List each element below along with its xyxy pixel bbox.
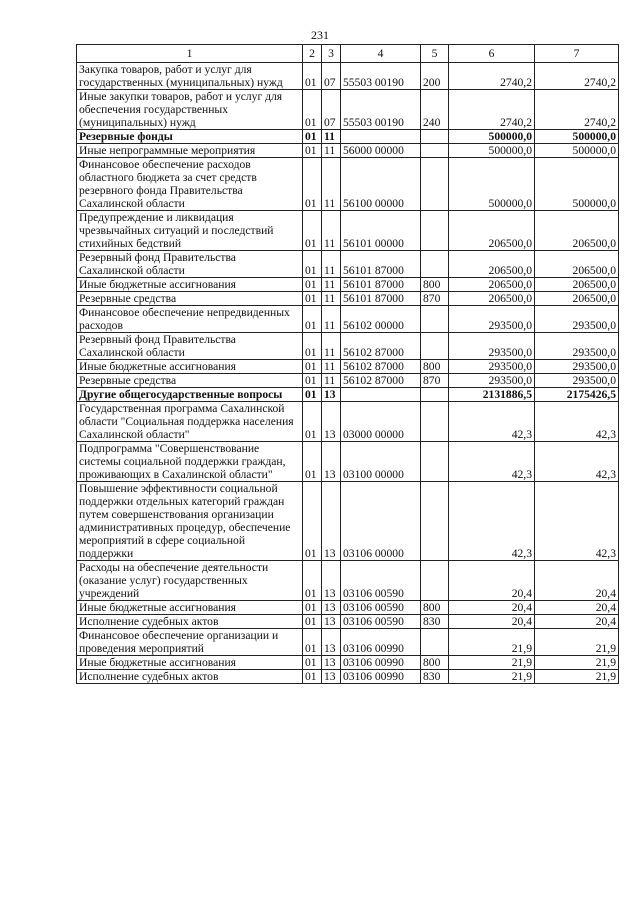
- row-subsection-cell: 11: [322, 374, 341, 388]
- row-section-cell: 01: [303, 482, 322, 561]
- row-subsection-cell: 13: [322, 561, 341, 601]
- table-row: [77, 306, 619, 333]
- row-section-cell: 01: [303, 360, 322, 374]
- row-expense-type-cell: 800: [421, 360, 449, 374]
- table-row: [77, 388, 619, 402]
- row-amount-year1-cell: 42,3: [449, 482, 535, 561]
- row-target-article-cell: 56100 00000: [341, 158, 421, 211]
- budget-table: [76, 44, 619, 684]
- row-amount-year1-cell: 2740,2: [449, 90, 535, 130]
- row-name-cell: Резервные средства: [77, 374, 303, 388]
- row-name-cell: Резервные фонды: [77, 130, 303, 144]
- row-target-article-cell: 56000 00000: [341, 144, 421, 158]
- row-section-cell: 01: [303, 629, 322, 656]
- row-target-article-cell: 56102 00000: [341, 306, 421, 333]
- row-amount-year2-cell: 500000,0: [535, 158, 619, 211]
- row-amount-year2-cell: 500000,0: [535, 144, 619, 158]
- row-amount-year2-cell: 20,4: [535, 615, 619, 629]
- row-amount-year2-cell: 293500,0: [535, 360, 619, 374]
- row-target-article-cell: [341, 130, 421, 144]
- row-expense-type-cell: 870: [421, 374, 449, 388]
- row-amount-year1-cell: 2131886,5: [449, 388, 535, 402]
- row-subsection-cell: 13: [322, 388, 341, 402]
- row-section-cell: 01: [303, 388, 322, 402]
- row-amount-year2-cell: 206500,0: [535, 211, 619, 251]
- row-name-cell: Иные бюджетные ассигнования: [77, 601, 303, 615]
- row-amount-year2-cell: 293500,0: [535, 333, 619, 360]
- row-amount-year2-cell: 206500,0: [535, 251, 619, 278]
- page-number: 231: [311, 28, 329, 42]
- row-subsection-cell: 13: [322, 629, 341, 656]
- row-name-cell: Иные бюджетные ассигнования: [77, 360, 303, 374]
- row-subsection-cell: 11: [322, 130, 341, 144]
- row-subsection-cell: 13: [322, 482, 341, 561]
- row-expense-type-cell: 800: [421, 656, 449, 670]
- row-amount-year2-cell: 206500,0: [535, 292, 619, 306]
- row-name-cell: Исполнение судебных актов: [77, 670, 303, 684]
- header-col-4: 4: [341, 45, 421, 63]
- row-subsection-cell: 13: [322, 615, 341, 629]
- header-col-3: 3: [322, 45, 341, 63]
- row-section-cell: 01: [303, 601, 322, 615]
- row-name-cell: Расходы на обеспечение деятельности (оказание услуг) государственных учреждений: [77, 561, 303, 601]
- row-subsection-cell: 11: [322, 360, 341, 374]
- row-target-article-cell: 03106 00990: [341, 656, 421, 670]
- row-amount-year2-cell: 42,3: [535, 482, 619, 561]
- table-row: [77, 144, 619, 158]
- row-amount-year1-cell: 20,4: [449, 601, 535, 615]
- row-section-cell: 01: [303, 144, 322, 158]
- row-subsection-cell: 11: [322, 292, 341, 306]
- table-row: [77, 561, 619, 601]
- row-amount-year1-cell: 293500,0: [449, 374, 535, 388]
- row-name-cell: Иные бюджетные ассигнования: [77, 278, 303, 292]
- row-section-cell: 01: [303, 292, 322, 306]
- row-section-cell: 01: [303, 306, 322, 333]
- row-subsection-cell: 11: [322, 333, 341, 360]
- row-name-cell: Подпрограмма "Совершенствование системы социальной поддержки граждан, проживающих в Сахалинской области": [77, 442, 303, 482]
- table-row: [77, 629, 619, 656]
- row-target-article-cell: 55503 00190: [341, 90, 421, 130]
- row-expense-type-cell: [421, 251, 449, 278]
- row-target-article-cell: 56101 87000: [341, 251, 421, 278]
- row-target-article-cell: 56101 00000: [341, 211, 421, 251]
- row-subsection-cell: 13: [322, 402, 341, 442]
- row-amount-year1-cell: 21,9: [449, 629, 535, 656]
- row-amount-year1-cell: 500000,0: [449, 130, 535, 144]
- row-section-cell: 01: [303, 251, 322, 278]
- row-subsection-cell: 11: [322, 158, 341, 211]
- row-amount-year2-cell: 293500,0: [535, 374, 619, 388]
- row-target-article-cell: 56102 87000: [341, 374, 421, 388]
- row-expense-type-cell: [421, 211, 449, 251]
- row-amount-year1-cell: 20,4: [449, 615, 535, 629]
- header-row: [77, 45, 619, 63]
- row-name-cell: Финансовое обеспечение непредвиденных расходов: [77, 306, 303, 333]
- row-expense-type-cell: [421, 144, 449, 158]
- row-name-cell: Иные закупки товаров, работ и услуг для обеспечения государственных (муниципальных) нужд: [77, 90, 303, 130]
- row-expense-type-cell: 870: [421, 292, 449, 306]
- row-name-cell: Повышение эффективности социальной поддержки отдельных категорий граждан путем совершенствования организации административных процедур, обеспечение мероприятий в сфере социальной поддержки: [77, 482, 303, 561]
- row-expense-type-cell: [421, 388, 449, 402]
- row-expense-type-cell: 200: [421, 63, 449, 90]
- table-row: [77, 615, 619, 629]
- table-row: [77, 656, 619, 670]
- row-target-article-cell: 03106 00590: [341, 615, 421, 629]
- row-section-cell: 01: [303, 615, 322, 629]
- row-target-article-cell: 56102 87000: [341, 360, 421, 374]
- row-name-cell: Закупка товаров, работ и услуг для государственных (муниципальных) нужд: [77, 63, 303, 90]
- row-target-article-cell: 03106 00990: [341, 670, 421, 684]
- row-section-cell: 01: [303, 333, 322, 360]
- row-target-article-cell: 56101 87000: [341, 278, 421, 292]
- row-subsection-cell: 07: [322, 90, 341, 130]
- row-amount-year2-cell: 21,9: [535, 656, 619, 670]
- row-amount-year1-cell: 293500,0: [449, 306, 535, 333]
- row-expense-type-cell: [421, 333, 449, 360]
- row-amount-year2-cell: 2740,2: [535, 90, 619, 130]
- row-section-cell: 01: [303, 211, 322, 251]
- table-row: [77, 333, 619, 360]
- row-name-cell: Резервный фонд Правительства Сахалинской области: [77, 251, 303, 278]
- table-row: [77, 90, 619, 130]
- row-target-article-cell: 56101 87000: [341, 292, 421, 306]
- row-amount-year1-cell: 206500,0: [449, 211, 535, 251]
- row-expense-type-cell: 830: [421, 670, 449, 684]
- row-subsection-cell: 11: [322, 306, 341, 333]
- row-subsection-cell: 13: [322, 601, 341, 615]
- row-amount-year1-cell: 293500,0: [449, 360, 535, 374]
- row-target-article-cell: [341, 388, 421, 402]
- table-row: [77, 360, 619, 374]
- header-col-7: 7: [535, 45, 619, 63]
- row-amount-year1-cell: 2740,2: [449, 63, 535, 90]
- row-section-cell: 01: [303, 63, 322, 90]
- row-expense-type-cell: [421, 629, 449, 656]
- row-amount-year1-cell: 206500,0: [449, 292, 535, 306]
- row-expense-type-cell: 240: [421, 90, 449, 130]
- row-amount-year1-cell: 206500,0: [449, 251, 535, 278]
- row-section-cell: 01: [303, 561, 322, 601]
- row-expense-type-cell: [421, 130, 449, 144]
- row-subsection-cell: 07: [322, 63, 341, 90]
- row-amount-year1-cell: 21,9: [449, 670, 535, 684]
- row-amount-year2-cell: 2740,2: [535, 63, 619, 90]
- row-target-article-cell: 03000 00000: [341, 402, 421, 442]
- row-subsection-cell: 13: [322, 670, 341, 684]
- table-row: [77, 482, 619, 561]
- row-amount-year1-cell: 21,9: [449, 656, 535, 670]
- row-amount-year1-cell: 42,3: [449, 402, 535, 442]
- row-amount-year2-cell: 42,3: [535, 402, 619, 442]
- row-expense-type-cell: 830: [421, 615, 449, 629]
- row-subsection-cell: 11: [322, 278, 341, 292]
- row-section-cell: 01: [303, 90, 322, 130]
- table-row: [77, 278, 619, 292]
- row-target-article-cell: 56102 87000: [341, 333, 421, 360]
- row-target-article-cell: 03106 00590: [341, 561, 421, 601]
- row-amount-year2-cell: 21,9: [535, 670, 619, 684]
- header-col-1: 1: [77, 45, 303, 63]
- row-name-cell: Финансовое обеспечение организации и проведения мероприятий: [77, 629, 303, 656]
- row-target-article-cell: 03106 00990: [341, 629, 421, 656]
- row-section-cell: 01: [303, 656, 322, 670]
- header-col-5: 5: [421, 45, 449, 63]
- table-row: [77, 670, 619, 684]
- row-amount-year2-cell: 21,9: [535, 629, 619, 656]
- row-name-cell: Другие общегосударственные вопросы: [77, 388, 303, 402]
- row-expense-type-cell: [421, 482, 449, 561]
- row-expense-type-cell: [421, 306, 449, 333]
- row-amount-year1-cell: 42,3: [449, 442, 535, 482]
- row-subsection-cell: 11: [322, 251, 341, 278]
- row-section-cell: 01: [303, 278, 322, 292]
- row-amount-year2-cell: 206500,0: [535, 278, 619, 292]
- row-expense-type-cell: [421, 158, 449, 211]
- row-amount-year2-cell: 2175426,5: [535, 388, 619, 402]
- row-name-cell: Резервный фонд Правительства Сахалинской области: [77, 333, 303, 360]
- row-name-cell: Исполнение судебных актов: [77, 615, 303, 629]
- row-expense-type-cell: [421, 442, 449, 482]
- row-section-cell: 01: [303, 442, 322, 482]
- row-section-cell: 01: [303, 670, 322, 684]
- header-col-6: 6: [449, 45, 535, 63]
- row-subsection-cell: 11: [322, 211, 341, 251]
- table-row: [77, 130, 619, 144]
- table-row: [77, 402, 619, 442]
- table-row: [77, 601, 619, 615]
- row-name-cell: Государственная программа Сахалинской области "Социальная поддержка населения Сахалинской области": [77, 402, 303, 442]
- row-expense-type-cell: [421, 561, 449, 601]
- row-amount-year1-cell: 500000,0: [449, 158, 535, 211]
- row-expense-type-cell: 800: [421, 278, 449, 292]
- table-row: [77, 158, 619, 211]
- row-amount-year1-cell: 500000,0: [449, 144, 535, 158]
- row-subsection-cell: 13: [322, 442, 341, 482]
- table-row: [77, 442, 619, 482]
- row-target-article-cell: 03106 00000: [341, 482, 421, 561]
- row-name-cell: Иные бюджетные ассигнования: [77, 656, 303, 670]
- row-section-cell: 01: [303, 158, 322, 211]
- row-amount-year1-cell: 293500,0: [449, 333, 535, 360]
- header-col-2: 2: [303, 45, 322, 63]
- table-row: [77, 63, 619, 90]
- row-amount-year2-cell: 20,4: [535, 561, 619, 601]
- row-target-article-cell: 55503 00190: [341, 63, 421, 90]
- row-expense-type-cell: 800: [421, 601, 449, 615]
- row-target-article-cell: 03100 00000: [341, 442, 421, 482]
- row-subsection-cell: 13: [322, 656, 341, 670]
- row-amount-year2-cell: 42,3: [535, 442, 619, 482]
- table-row: [77, 292, 619, 306]
- table-row: [77, 211, 619, 251]
- row-name-cell: Резервные средства: [77, 292, 303, 306]
- table-row: [77, 374, 619, 388]
- row-expense-type-cell: [421, 402, 449, 442]
- row-target-article-cell: 03106 00590: [341, 601, 421, 615]
- row-amount-year2-cell: 293500,0: [535, 306, 619, 333]
- row-name-cell: Иные непрограммные мероприятия: [77, 144, 303, 158]
- row-section-cell: 01: [303, 402, 322, 442]
- row-amount-year2-cell: 500000,0: [535, 130, 619, 144]
- row-subsection-cell: 11: [322, 144, 341, 158]
- row-amount-year1-cell: 206500,0: [449, 278, 535, 292]
- row-amount-year1-cell: 20,4: [449, 561, 535, 601]
- table-row: [77, 251, 619, 278]
- row-amount-year2-cell: 20,4: [535, 601, 619, 615]
- row-section-cell: 01: [303, 374, 322, 388]
- row-name-cell: Предупреждение и ликвидация чрезвычайных ситуаций и последствий стихийных бедствий: [77, 211, 303, 251]
- row-name-cell: Финансовое обеспечение расходов областного бюджета за счет средств резервного фонда Правительства Сахалинской области: [77, 158, 303, 211]
- row-section-cell: 01: [303, 130, 322, 144]
